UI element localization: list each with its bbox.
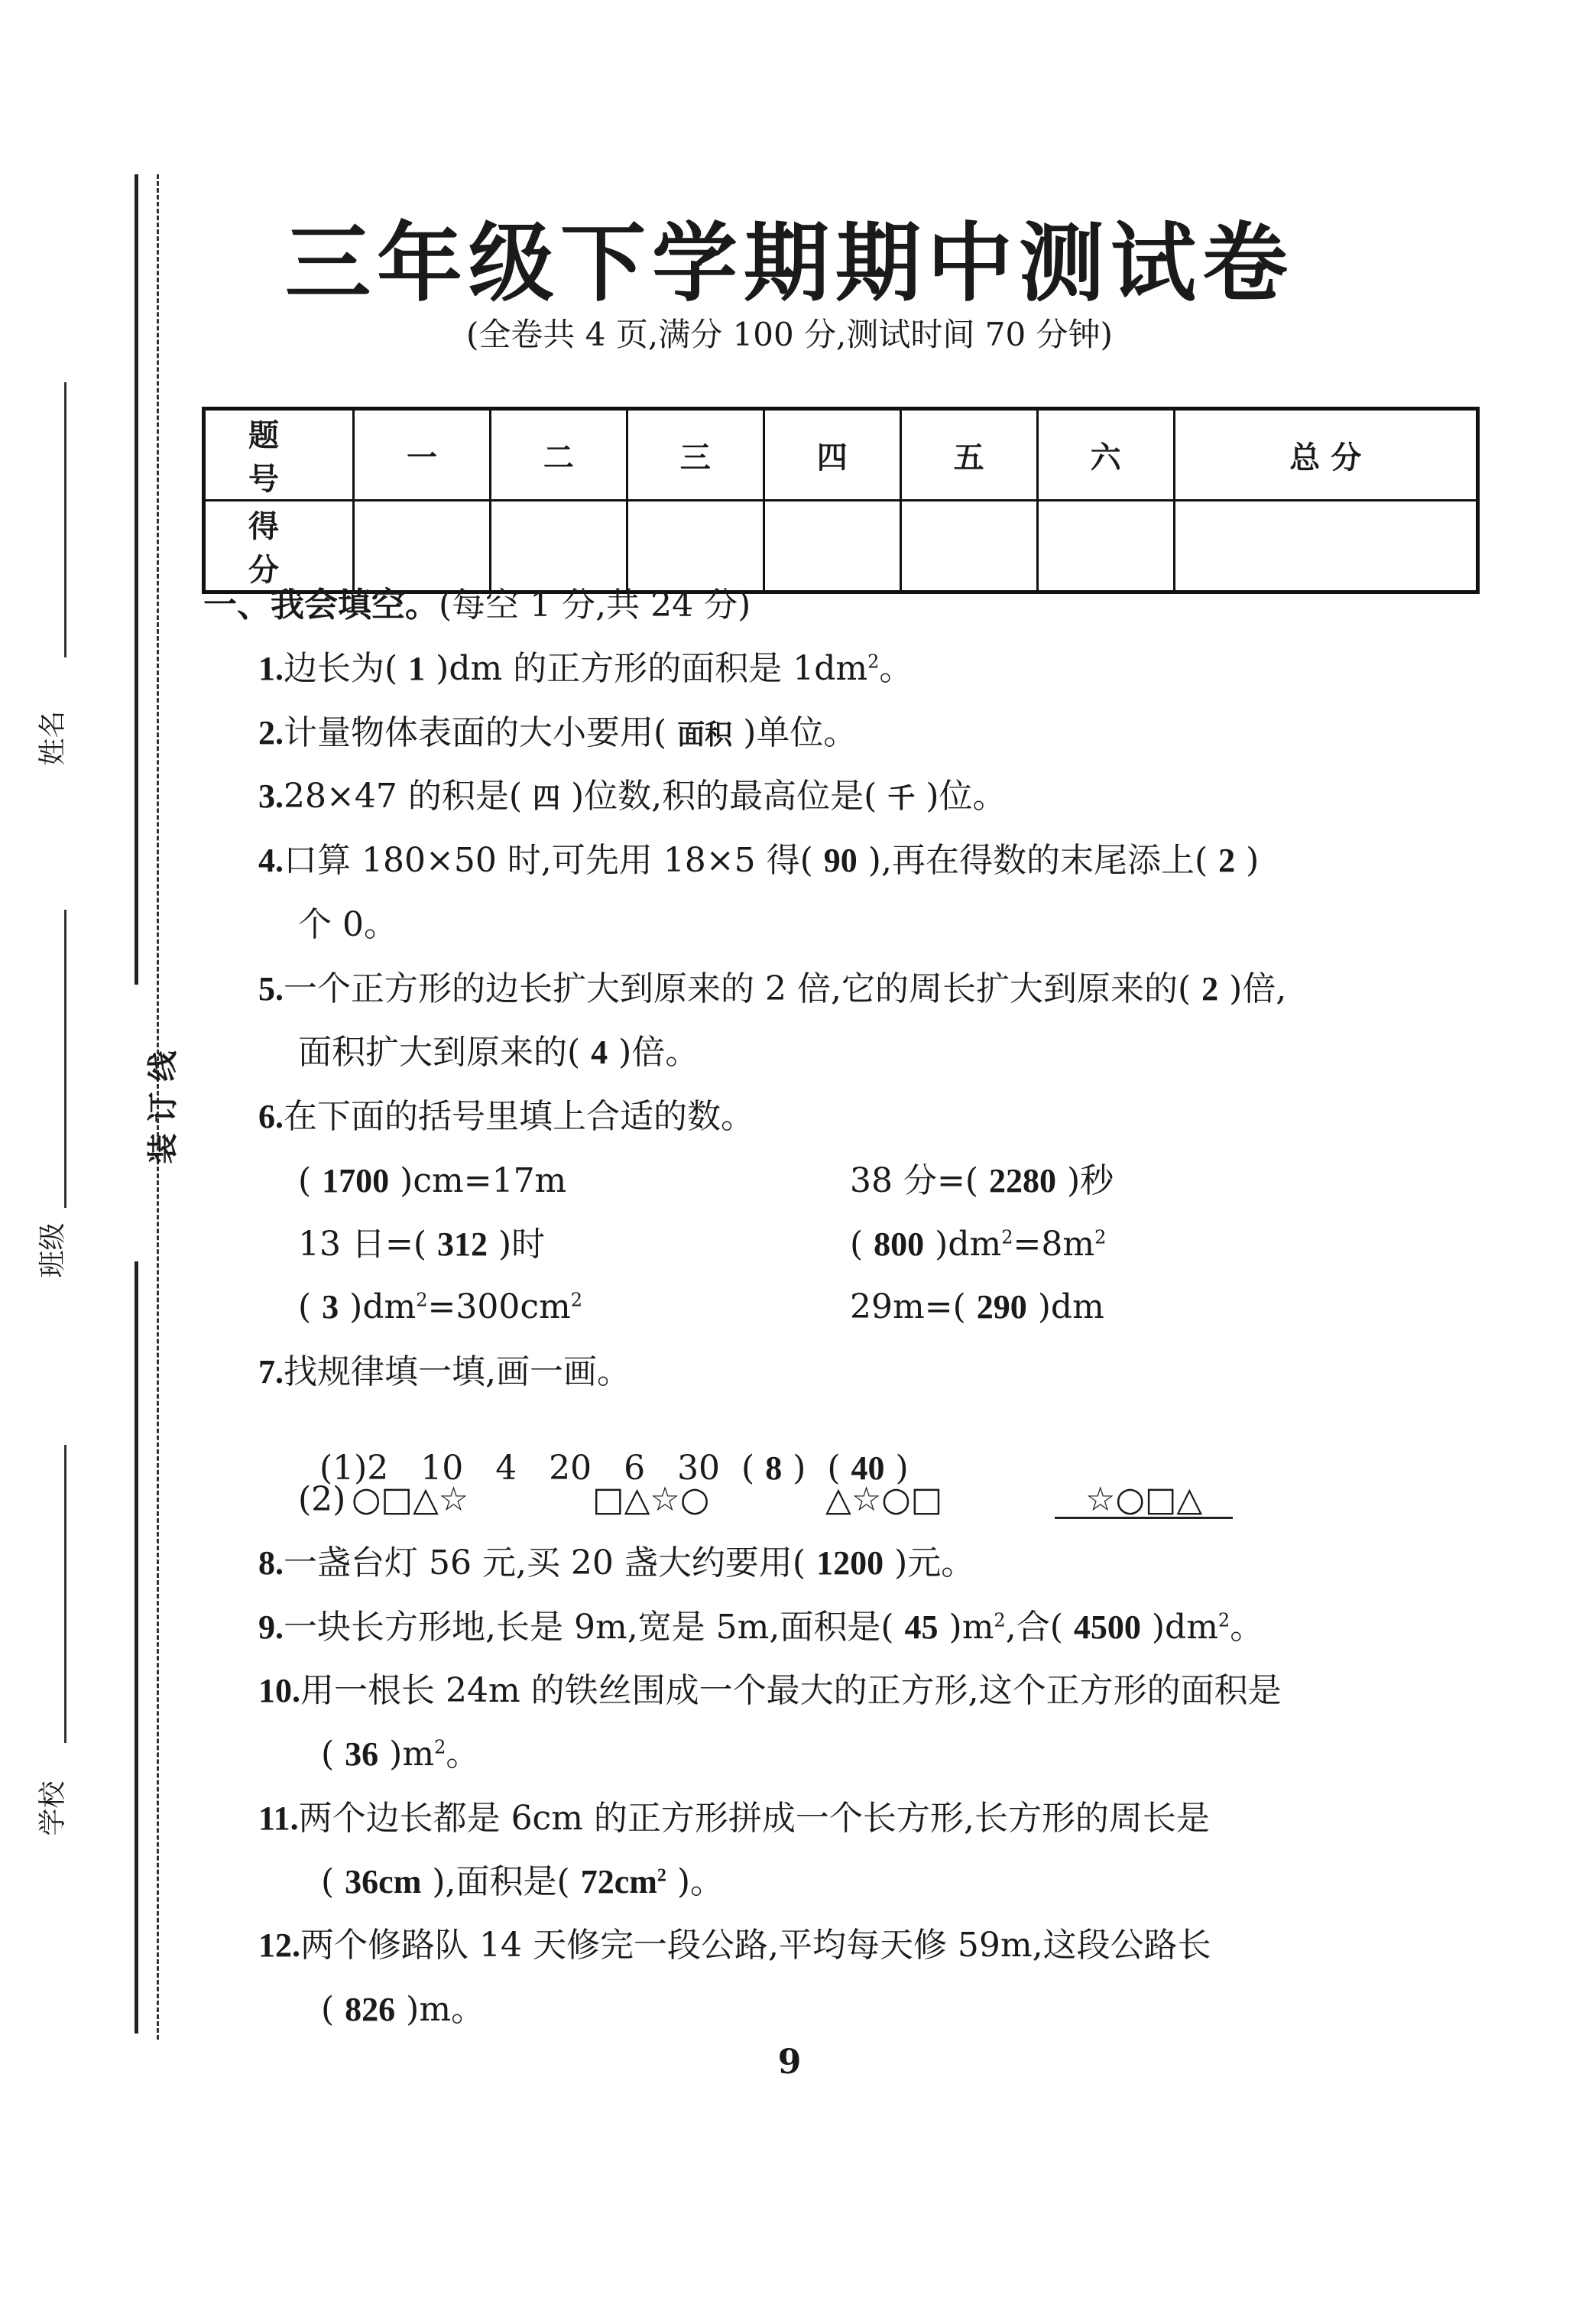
score-col-4: 四 [764,409,900,501]
question-11-cont: ( 36cm ),面积是( $72cm^2$ )。 [321,1862,725,1901]
q7-shape-group-1: ○□△☆ [352,1480,469,1519]
answer: 826 [345,1991,396,2028]
question-2: 2.计量物体表面的大小要用( 面积 )单位。 [258,713,858,752]
answer: 面积 [677,719,733,751]
section-1-title: 我会填空。 [271,586,439,625]
answer: 290 [976,1288,1027,1326]
q7-shape-group-3: △☆○□ [825,1480,943,1519]
answer: 4500 [1073,1608,1141,1646]
score-value-row [204,501,1478,592]
page-number: 9 [777,2043,802,2082]
answer: 1700 [322,1162,390,1199]
section-1-note: (每空 1 分,共 24 分) [439,586,751,625]
answer: 312 [437,1225,488,1263]
q6-item-6: 29m=( 290 )dm [850,1287,1104,1326]
answer: 800 [874,1225,925,1263]
question-11: 11.两个边长都是 6cm 的正方形拼成一个长方形,长方形的周长是 [258,1799,1210,1838]
score-col-label: 题 号 [204,409,354,501]
question-4-cont: 个 0。 [298,905,397,944]
question-5: 5.一个正方形的边长扩大到原来的 2 倍,它的周长扩大到原来的( 2 )倍, [258,969,1287,1008]
answer: 4 [591,1034,608,1071]
score-col-6: 六 [1037,409,1174,501]
q6-item-2: 38 分=( 2280 )秒 [850,1161,1114,1200]
score-col-5: 五 [900,409,1037,501]
score-cell[interactable] [764,501,900,592]
answer: 2 [1218,842,1236,879]
q7-shape-answer: ☆○□△ [1055,1483,1233,1519]
score-col-total: 总 分 [1174,409,1477,501]
q6-item-5: ( 3 )$dm^2=300cm^2$ [298,1287,583,1326]
answer: 36cm [345,1863,422,1900]
answer: 45 [904,1608,939,1646]
answer: 72cm [580,1863,657,1900]
class-underline [64,910,66,1208]
score-cell[interactable] [627,501,764,592]
question-3: 3.28×47 的积是( 四 )位数,积的最高位是( 千 )位。 [258,777,1007,816]
name-underline [64,382,66,657]
answer: 90 [823,842,858,879]
question-7: 7.找规律填一填,画一画。 [258,1352,631,1391]
score-cell[interactable] [1174,501,1477,592]
question-10: 10.用一根长 24m 的铁丝围成一个最大的正方形,这个正方形的面积是 [258,1671,1282,1710]
name-label: 姓名 [37,710,69,766]
class-label: 班级 [37,1222,69,1278]
score-row-label: 得 分 [204,501,354,592]
score-cell[interactable] [900,501,1037,592]
question-9: 9.一块长方形地,长是 9m,宽是 5m,面积是( 45 )$m^2$,合( 4500 )$dm^2$。 [258,1608,1264,1647]
answer: 2 [1201,970,1219,1008]
binding-line-bottom [135,1261,138,2034]
q7-shape-group-2: □△☆○ [592,1480,710,1519]
q6-item-4: ( 800 )$dm^2=8m^2$ [850,1225,1107,1264]
question-12-cont: ( 826 )m。 [321,1990,485,2029]
question-8: 8.一盏台灯 56 元,买 20 盏大约要用( 1200 )元。 [258,1543,975,1582]
answer: 2280 [989,1162,1057,1199]
score-table [202,407,1480,594]
school-label: 学校 [37,1780,69,1836]
q7-sequence-1: (1)2 10 4 20 6 30 ( 8 ) ( 40 ) [319,1449,909,1488]
answer: 36 [345,1735,379,1773]
answer: 40 [851,1449,885,1487]
score-col-1: 一 [354,409,491,501]
answer: 1 [408,650,426,687]
score-header-row [204,409,1478,501]
page-title: 三年级下学期期中测试卷 [285,213,1294,313]
section-1-heading: 一、我会填空。(每空 1 分,共 24 分) [203,586,751,625]
answer: 四 [533,783,561,814]
binding-label: 装 订 线 [145,1050,181,1164]
question-4: 4.口算 180×50 时,可先用 18×5 得( 90 ),再在得数的末尾添上( 2 ) [258,841,1260,880]
answer: 3 [322,1288,339,1326]
score-cell[interactable] [490,501,627,592]
school-underline [64,1445,66,1743]
page-subtitle: (全卷共 4 页,满分 100 分,测试时间 70 分钟) [466,316,1113,353]
score-cell[interactable] [1037,501,1174,592]
answer: 8 [765,1449,783,1487]
q6-item-1: ( 1700 )cm=17m [298,1161,567,1200]
question-6: 6.在下面的括号里填上合适的数。 [258,1097,754,1136]
score-col-3: 三 [627,409,764,501]
question-5-cont: 面积扩大到原来的( 4 )倍。 [298,1033,699,1072]
answer: 1200 [816,1544,884,1582]
q6-item-3: 13 日=( 312 )时 [298,1225,546,1264]
question-1: 1.边长为( 1 )dm 的正方形的面积是 $1dm^2$。 [258,649,913,688]
score-cell[interactable] [354,501,491,592]
question-12: 12.两个修路队 14 天修完一段公路,平均每天修 59m,这段公路长 [258,1926,1211,1965]
answer: 千 [887,783,916,814]
q7-sequence-2-label: (2) [298,1480,346,1519]
question-10-cont: ( 36 )$m^2$。 [321,1735,480,1774]
score-col-2: 二 [490,409,627,501]
